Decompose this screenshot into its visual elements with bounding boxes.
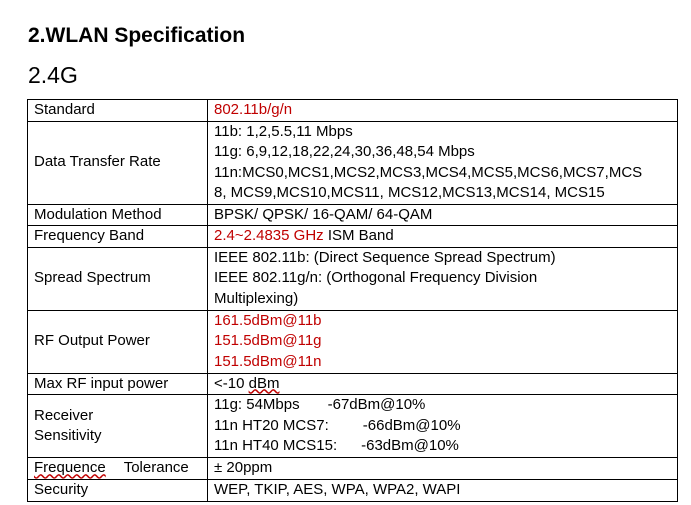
max-rf-label: Max RF input power	[28, 373, 208, 395]
sensitivity-label-line: Receiver	[34, 406, 94, 424]
data-rate-line: 11g: 6,9,12,18,22,24,30,36,48,54 Mbps	[214, 143, 475, 160]
security-value: WEP, TKIP, AES, WPA, WPA2, WAPI	[208, 480, 678, 502]
section-title: 2.WLAN Specification	[28, 24, 246, 47]
spread-line: IEEE 802.11b: (Direct Sequence Spread Spectrum)	[214, 248, 556, 266]
rf-output-line: 151.5dBm@11n	[214, 352, 322, 370]
wlan-spec-table	[27, 99, 678, 502]
data-rate-value	[208, 121, 678, 204]
max-rf-value	[208, 373, 678, 395]
band-subtitle: 2.4G	[28, 62, 78, 88]
tolerance-value: ± 20ppm	[208, 458, 678, 480]
rf-output-line: 151.5dBm@11g	[214, 332, 322, 350]
spread-line: IEEE 802.11g/n: (Orthogonal Frequency Division	[214, 269, 538, 287]
tolerance-label-word: Frequence	[34, 459, 106, 477]
security-label: Security	[28, 480, 208, 502]
sensitivity-line	[214, 436, 677, 457]
modulation-value: BPSK/ QPSK/ 16-QAM/ 64-QAM	[208, 204, 678, 226]
spread-value	[208, 247, 678, 310]
sensitivity-mode: 11g: 54Mbps	[214, 396, 300, 414]
table-row-tolerance	[28, 458, 678, 480]
sensitivity-line	[214, 395, 677, 416]
standard-value: 802.11b/g/n	[208, 100, 678, 122]
modulation-label: Modulation Method	[28, 204, 208, 226]
sensitivity-level: -67dBm@10%	[327, 396, 426, 414]
table-row-spread	[28, 247, 678, 310]
sensitivity-line	[214, 416, 677, 437]
table-row-standard	[28, 100, 678, 122]
sensitivity-label	[28, 395, 208, 458]
table-row-frequency	[28, 226, 678, 248]
table-row-rf-output	[28, 310, 678, 373]
max-rf-unit: dBm	[248, 374, 280, 392]
data-rate-line: 11b: 1,2,5.5,11 Mbps	[214, 122, 353, 140]
standard-label: Standard	[28, 100, 208, 122]
tolerance-label-word: Tolerance	[123, 459, 189, 477]
table-row-sensitivity	[28, 395, 678, 458]
frequency-band-suffix: ISM Band	[323, 227, 394, 244]
spread-line: Multiplexing)	[214, 289, 299, 307]
sensitivity-label-line: Sensitivity	[34, 427, 102, 444]
rf-output-value	[208, 310, 678, 373]
sensitivity-level: -66dBm@10%	[362, 416, 461, 434]
max-rf-number: <-10	[214, 374, 249, 392]
sensitivity-mode: 11n HT40 MCS15:	[214, 437, 338, 455]
table-row-security	[28, 480, 678, 502]
table-row-data-rate	[28, 121, 678, 204]
frequency-range: 2.4~2.4835 GHz	[214, 227, 324, 244]
frequency-label: Frequency Band	[28, 226, 208, 248]
data-rate-label: Data Transfer Rate	[28, 121, 208, 204]
data-rate-line: 11n:MCS0,MCS1,MCS2,MCS3,MCS4,MCS5,MCS6,MCS7,MCS	[214, 163, 643, 181]
table-row-modulation	[28, 204, 678, 226]
table-row-max-rf	[28, 373, 678, 395]
sensitivity-mode: 11n HT20 MCS7:	[214, 416, 329, 434]
tolerance-label	[28, 458, 208, 480]
frequency-value	[208, 226, 678, 248]
spread-label: Spread Spectrum	[28, 247, 208, 310]
rf-output-line: 161.5dBm@11b	[214, 311, 322, 329]
sensitivity-level: -63dBm@10%	[361, 437, 459, 455]
rf-output-label: RF Output Power	[28, 310, 208, 373]
sensitivity-value	[208, 395, 678, 458]
data-rate-line: 8, MCS9,MCS10,MCS11, MCS12,MCS13,MCS14, MCS15	[214, 184, 605, 201]
